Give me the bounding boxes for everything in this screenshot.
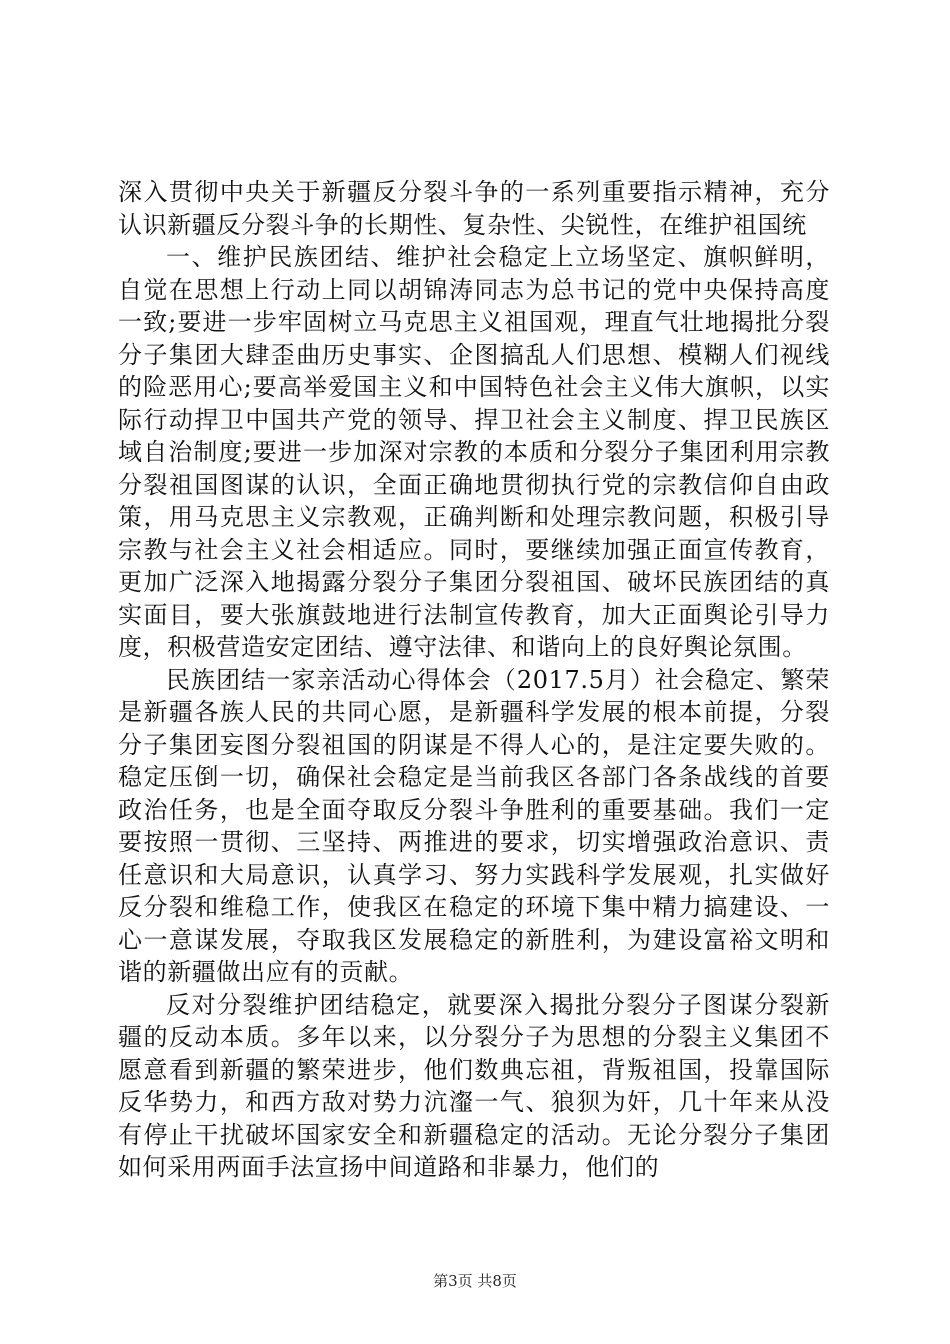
paragraph-2: 一、维护民族团结、维护社会稳定上立场坚定、旗帜鲜明，自觉在思想上行动上同以胡锦涛同志为总书记的党中央保持高度一致;要进一步牢固树立马克思主义祖国观，理直气壮地揭批分裂分子集团大肆歪曲历史事实、企图搞乱人们思想、模糊人们视线的险恶用心;要高举爱国主义和中国特色社会主义伟大旗帜，以实际行动捍卫中国共产党的领导、捍卫社会主义制度、捍卫民族区域自治制度;要进一步加深对宗教的本质和分裂分子集团利用宗教分裂祖国图谋的认识，全面正确地贯彻执行党的宗教信仰自由政策，用马克思主义宗教观，正确判断和处理宗教问题，积极引导宗教与社会主义社会相适应。同时，要继续加强正面宣传教育，更加广泛深入地揭露分裂分子集团分裂祖国、破坏民族团结的真实面目，要大张旗鼓地进行法制宣传教育，加大正面舆论引导力度，积极营造安定团结、遵守法律、和谐向上的良好舆论氛围。 <box>118 243 830 661</box>
paragraph-4: 反对分裂维护团结稳定，就要深入揭批分裂分子图谋分裂新疆的反动本质。多年以来，以分裂分子为思想的分裂主义集团不愿意看到新疆的繁荣进步，他们数典忘祖，背叛祖国，投靠国际反华势力，和西方敌对势力沆瀣一气、狼狈为奸，几十年来从没有停止干扰破坏国家安全和新疆稳定的活动。无论分裂分子集团如何采用两面手法宣扬中间道路和非暴力，他们的 <box>118 990 830 1181</box>
paragraph-1: 深入贯彻中央关于新疆反分裂斗争的一系列重要指示精神，充分认识新疆反分裂斗争的长期性、复杂性、尖锐性，在维护祖国统 <box>118 178 830 239</box>
paragraph-3: 民族团结一家亲活动心得体会（2017.5月）社会稳定、繁荣是新疆各族人民的共同心愿，是新疆科学发展的根本前提，分裂分子集团妄图分裂祖国的阴谋是不得人心的，是注定要失败的。稳定压倒一切，确保社会稳定是当前我区各部门各条战线的首要政治任务，也是全面夺取反分裂斗争胜利的重要基础。我们一定要按照一贯彻、三坚持、两推进的要求，切实增强政治意识、责任意识和大局意识，认真学习、努力实践科学发展观，扎实做好反分裂和维稳工作，使我区在稳定的环境下集中精力搞建设、一心一意谋发展，夺取我区发展稳定的新胜利，为建设富裕文明和谐的新疆做出应有的贡献。 <box>118 665 830 986</box>
document-body <box>118 176 830 1184</box>
page-number-footer: 第3页 共8页 <box>433 1272 517 1290</box>
